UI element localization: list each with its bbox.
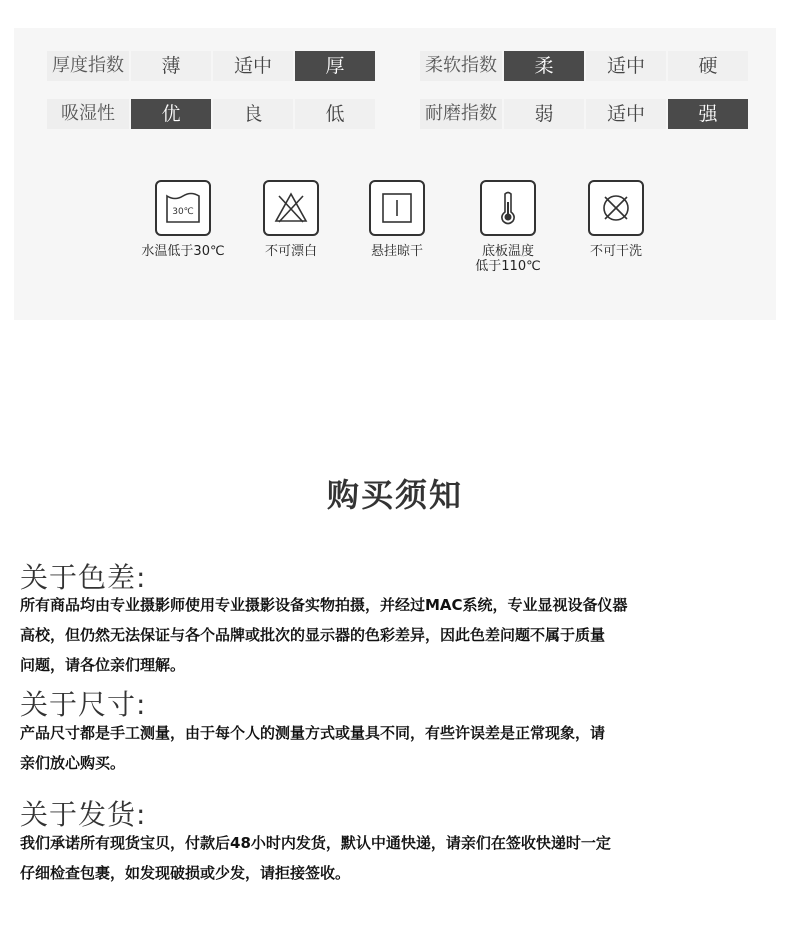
- care-caption-iron: [453, 244, 563, 274]
- wash-temp-badge: 30℃: [172, 207, 194, 217]
- softness-label: 柔软指数: [420, 51, 502, 81]
- iron-temp-icon: [480, 180, 536, 236]
- section-body-shipping: [20, 828, 775, 888]
- moisture-option-low: 低: [295, 99, 375, 129]
- softness-row: [420, 51, 750, 81]
- softness-option-hard: 硬: [668, 51, 748, 81]
- wash-30-icon: [155, 180, 211, 236]
- care-instructions: [0, 180, 790, 290]
- section-line: 亲们放心购买。: [20, 754, 126, 772]
- care-item-bleach: [236, 180, 346, 259]
- notice-title: 购买须知: [326, 476, 463, 514]
- durability-option-weak: 弱: [504, 99, 584, 129]
- durability-option-strong: 强: [668, 99, 748, 129]
- care-caption-iron-line2: 低于110℃: [475, 259, 541, 274]
- section-title-size: 关于尺寸:: [20, 688, 147, 721]
- thickness-option-thick: 厚: [295, 51, 375, 81]
- section-title-shipping: 关于发货:: [20, 798, 147, 831]
- care-item-wash: [128, 180, 238, 259]
- hang-dry-icon: [369, 180, 425, 236]
- section-body-size: [20, 718, 775, 778]
- section-line: 问题，请各位亲们理解。: [20, 656, 186, 674]
- moisture-label: 吸湿性: [47, 99, 129, 129]
- thickness-option-medium: 适中: [213, 51, 293, 81]
- section-title-color: 关于色差:: [20, 561, 147, 594]
- no-dry-clean-icon: [588, 180, 644, 236]
- care-caption-dry: 悬挂晾干: [370, 244, 423, 259]
- moisture-row: [47, 99, 377, 129]
- durability-row: [420, 99, 750, 129]
- section-line: 产品尺寸都是手工测量，由于每个人的测量方式或量具不同，有些许误差是正常现象，请: [20, 724, 606, 742]
- care-caption-iron-line1: 底板温度: [481, 244, 534, 259]
- softness-option-medium: 适中: [586, 51, 666, 81]
- softness-option-soft: 柔: [504, 51, 584, 81]
- durability-option-medium: 适中: [586, 99, 666, 129]
- thickness-row: [47, 51, 377, 81]
- durability-label: 耐磨指数: [420, 99, 502, 129]
- care-item-dryclean: [561, 180, 671, 259]
- moisture-option-excellent: 优: [131, 99, 211, 129]
- section-line: 我们承诺所有现货宝贝，付款后48小时内发货，默认中通快递，请亲们在签收快递时一定: [20, 834, 611, 852]
- section-line: 仔细检查包裹，如发现破损或少发，请拒接签收。: [20, 864, 351, 882]
- section-body-color: [20, 590, 775, 680]
- moisture-option-good: 良: [213, 99, 293, 129]
- thickness-label: 厚度指数: [47, 51, 129, 81]
- no-bleach-icon: [263, 180, 319, 236]
- thickness-option-thin: 薄: [131, 51, 211, 81]
- section-line: 高校，但仍然无法保证与各个品牌或批次的显示器的色彩差异，因此色差问题不属于质量: [20, 626, 606, 644]
- care-item-dry: [342, 180, 452, 259]
- care-caption-bleach: 不可漂白: [264, 244, 317, 259]
- section-line: 所有商品均由专业摄影师使用专业摄影设备实物拍摄，并经过MAC系统，专业显视设备仪器: [20, 596, 628, 614]
- care-caption-wash: 水温低于30℃: [141, 244, 225, 259]
- care-caption-dryclean: 不可干洗: [589, 244, 642, 259]
- care-item-iron: [453, 180, 563, 274]
